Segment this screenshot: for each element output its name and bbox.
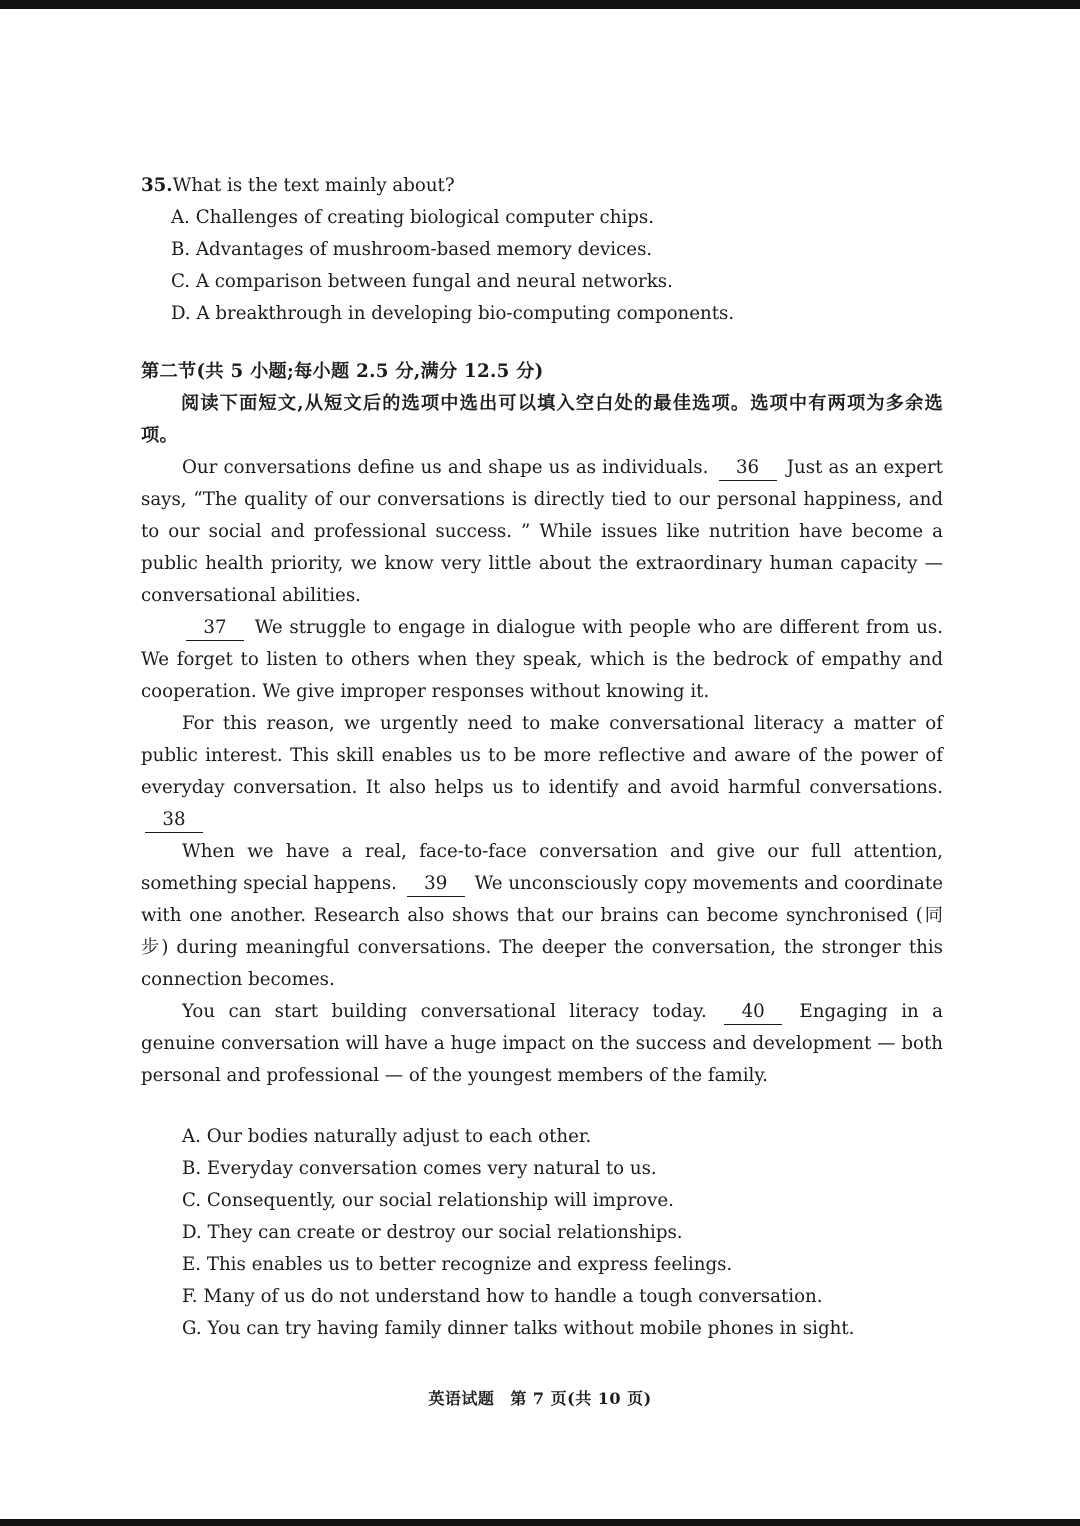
passage-paragraph-4 <box>141 836 943 996</box>
question-35 <box>141 170 943 330</box>
section-heading: 第二节(共 5 小题;每小题 2.5 分,满分 12.5 分) <box>141 361 544 382</box>
paragraph-1-text-a: Our conversations define us and shape us as individuals. <box>182 457 709 478</box>
paragraph-4-text-a: When we have a real, face-to-face conversation and give our full attention, something special happens. <box>141 841 943 894</box>
paragraph-5-text-a: You can start building conversational literacy today. <box>182 1001 707 1022</box>
choice-f: F. Many of us do not understand how to handle a tough conversation. <box>182 1286 823 1307</box>
paragraph-2-text-b: We struggle to engage in dialogue with people who are different from us. We forget to listen to others when they speak, which is the bedrock of empathy and cooperation. We give improper responses without knowing it. <box>141 617 943 702</box>
question-35-option-a: A. Challenges of creating biological computer chips. <box>171 207 655 228</box>
choice-d: D. They can create or destroy our social relationships. <box>182 1222 683 1243</box>
blank-38: 38 <box>145 808 203 833</box>
question-35-option-c: C. A comparison between fungal and neural networks. <box>171 271 673 292</box>
question-35-options <box>141 202 943 330</box>
cloze-passage <box>141 452 943 1092</box>
paragraph-4-text-b: We unconsciously copy movements and coordinate with one another. Research also shows that our brains can become synchronised (同步) during meaningful conversations. The deeper the conversation, the stronger this connection becomes. <box>141 873 943 990</box>
blank-36: 36 <box>719 456 777 481</box>
passage-paragraph-1 <box>141 452 943 612</box>
question-35-text: What is the text mainly about? <box>172 175 455 196</box>
scan-top-edge <box>0 0 1080 9</box>
paragraph-3-text-a: For this reason, we urgently need to make conversational literacy a matter of public interest. This skill enables us to be more reflective and aware of the power of everyday conversation. It also helps us to identify and avoid harmful conversations. <box>141 713 943 798</box>
blank-37: 37 <box>186 616 244 641</box>
footer-subject: 英语试题 <box>428 1389 495 1408</box>
exam-page <box>141 170 943 1345</box>
question-35-number: 35. <box>141 175 173 196</box>
question-35-option-b: B. Advantages of mushroom-based memory devices. <box>171 239 653 260</box>
choice-b: B. Everyday conversation comes very natural to us. <box>182 1158 657 1179</box>
passage-paragraph-3 <box>141 708 943 836</box>
question-35-option-d: D. A breakthrough in developing bio-computing components. <box>171 303 735 324</box>
paragraph-5-text-b: Engaging in a genuine conversation will have a huge impact on the success and development — both personal and professional — of the youngest members of the family. <box>141 1001 943 1086</box>
blank-40: 40 <box>724 1000 782 1025</box>
section-instruction: 阅读下面短文,从短文后的选项中选出可以填入空白处的最佳选项。选项中有两项为多余选项。 <box>141 393 943 446</box>
choice-e: E. This enables us to better recognize and express feelings. <box>182 1254 733 1275</box>
cloze-choices <box>141 1121 943 1345</box>
choice-c: C. Consequently, our social relationship will improve. <box>182 1190 674 1211</box>
passage-paragraph-2 <box>141 612 943 708</box>
footer-page-number: 第 7 页(共 10 页) <box>510 1389 652 1408</box>
choice-g: G. You can try having family dinner talks without mobile phones in sight. <box>182 1318 855 1339</box>
page-footer <box>0 1386 1080 1409</box>
scan-bottom-edge <box>0 1519 1080 1526</box>
question-35-stem <box>141 170 943 202</box>
choice-a: A. Our bodies naturally adjust to each other. <box>182 1126 592 1147</box>
paragraph-1-text-b: Just as an expert says, “The quality of our conversations is directly tied to our personal happiness, and to our social and professional success. ” While issues like nutrition have become a public health priority, we know very little about the extraordinary human capacity — conversational abilities. <box>141 457 943 606</box>
passage-paragraph-5 <box>141 996 943 1092</box>
blank-39: 39 <box>407 872 465 897</box>
